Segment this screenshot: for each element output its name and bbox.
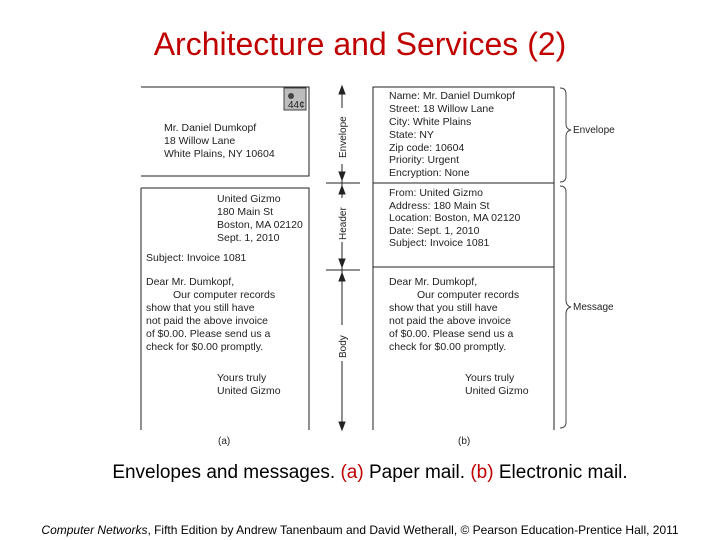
footer-credit xyxy=(0,522,720,538)
figure-caption xyxy=(0,460,720,486)
axis-label-body: Body xyxy=(338,335,349,358)
email-sign-line-2: United Gizmo xyxy=(465,385,529,397)
paper-sign-line-2: United Gizmo xyxy=(217,385,281,397)
email-header-line-2: Address: 180 Main St xyxy=(389,200,490,212)
slide-title: Architecture and Services (2) xyxy=(153,26,567,62)
paper-body-line-6: check for $0.00 promptly. xyxy=(146,341,264,353)
paper-envelope xyxy=(141,87,309,176)
stamp-text: 44¢ xyxy=(288,100,305,111)
electronic-message xyxy=(373,87,554,447)
paper-env-line-2: 18 Willow Lane xyxy=(164,135,236,147)
paper-header-line-2: 180 Main St xyxy=(217,206,274,218)
brace-label-message: Message xyxy=(573,302,614,313)
caption-suffix: Electronic mail. xyxy=(493,462,628,483)
label-b: (b) xyxy=(458,436,471,447)
footer-rest: , Fifth Edition by Andrew Tanenbaum and David Wetherall, © Pearson Education-Prentice Hall, 2011 xyxy=(147,523,679,537)
email-body-line-6: check for $0.00 promptly. xyxy=(389,341,507,353)
axis-label-header: Header xyxy=(338,207,349,240)
email-env-line-4: State: NY xyxy=(389,129,434,141)
paper-header-line-3: Boston, MA 02120 xyxy=(217,219,303,231)
paper-body-line-3: show that you still have xyxy=(146,302,255,314)
paper-header-line-1: United Gizmo xyxy=(217,193,281,205)
email-env-line-7: Encryption: None xyxy=(389,167,470,179)
axis-label-envelope: Envelope xyxy=(338,116,349,158)
email-sign-line-1: Yours truly xyxy=(465,372,515,384)
caption-b: (b) xyxy=(470,462,494,483)
paper-body-line-4: not paid the above invoice xyxy=(146,315,269,327)
email-header-line-1: From: United Gizmo xyxy=(389,187,483,199)
paper-letter xyxy=(141,188,309,447)
email-env-line-5: Zip code: 10604 xyxy=(389,142,465,154)
email-body-line-2: Our computer records xyxy=(417,289,520,301)
braces xyxy=(560,88,571,428)
paper-header-line-4: Sept. 1, 2010 xyxy=(217,232,280,244)
caption-a: (a) xyxy=(340,462,364,483)
email-env-line-3: City: White Plains xyxy=(389,116,472,128)
email-body-line-3: show that you still have xyxy=(389,302,498,314)
email-header-line-4: Date: Sept. 1, 2010 xyxy=(389,225,480,237)
footer-book-title: Computer Networks xyxy=(41,523,148,537)
paper-body-line-2: Our computer records xyxy=(173,289,276,301)
paper-env-line-1: Mr. Daniel Dumkopf xyxy=(164,122,257,134)
label-a: (a) xyxy=(218,436,231,447)
email-header-line-3: Location: Boston, MA 02120 xyxy=(389,212,521,224)
caption-prefix: Envelopes and messages. xyxy=(112,462,341,483)
email-body-line-4: not paid the above invoice xyxy=(389,315,512,327)
email-body-line-1: Dear Mr. Dumkopf, xyxy=(389,276,478,288)
paper-env-line-3: White Plains, NY 10604 xyxy=(164,148,275,160)
paper-subject: Subject: Invoice 1081 xyxy=(146,252,247,264)
email-env-line-2: Street: 18 Willow Lane xyxy=(389,103,495,115)
brace-label-envelope: Envelope xyxy=(573,125,615,136)
email-body-line-5: of $0.00. Please send us a xyxy=(389,328,514,340)
email-header-line-5: Subject: Invoice 1081 xyxy=(389,237,490,249)
paper-sign-line-1: Yours truly xyxy=(217,372,267,384)
email-env-line-6: Priority: Urgent xyxy=(389,154,460,166)
caption-mid: Paper mail. xyxy=(363,462,471,483)
paper-body-line-1: Dear Mr. Dumkopf, xyxy=(146,276,235,288)
paper-body-line-5: of $0.00. Please send us a xyxy=(146,328,271,340)
email-env-line-1: Name: Mr. Daniel Dumkopf xyxy=(389,90,516,102)
